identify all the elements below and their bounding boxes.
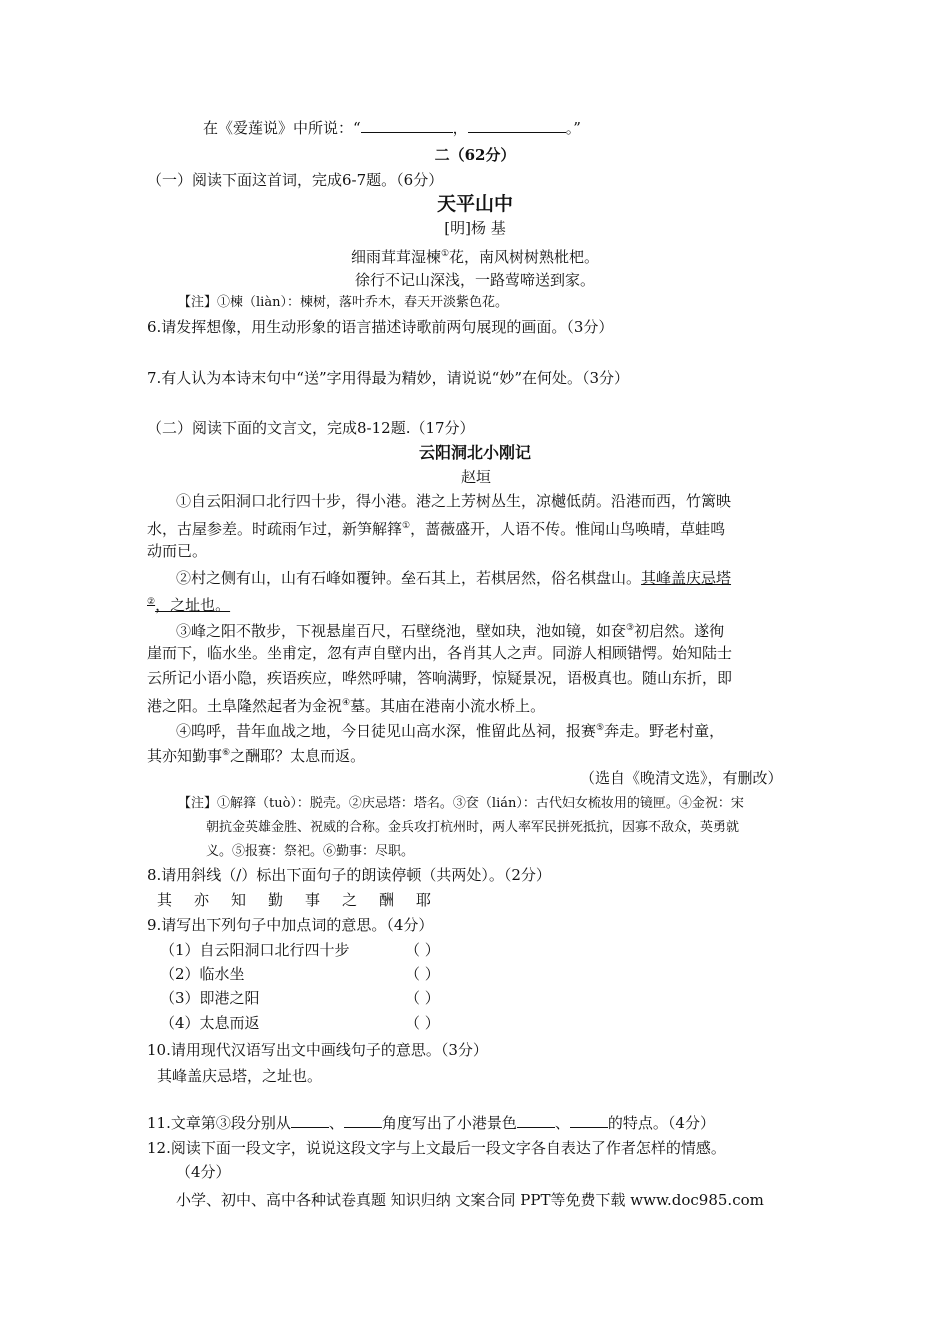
lotus-suffix: 。”: [565, 119, 581, 137]
essay-p3-line1-b: 初启然。遂徇: [634, 622, 725, 640]
essay-p2-line1-a: ②村之侧有山，山有石峰如覆钟。垒石其上，若棋居然，俗名棋盘山。: [176, 569, 642, 587]
q11-blank-2[interactable]: [344, 1113, 382, 1128]
poem-line-1-a: 细雨茸茸湿楝: [350, 248, 441, 266]
footnote-mark: ①: [440, 249, 450, 259]
question-12-line1: 12.阅读下面一段文字，说说这段文字与上文最后一段文字各自表达了作者怎样的情感。: [147, 1139, 726, 1157]
essay-p3-line2: 崖而下，临水坐。坐甫定，忽有声自壁内出，各肖其人之声。同游人相顾错愕。始知陆士: [147, 644, 733, 662]
q9-item-4-label: （4）太息而返: [160, 1014, 260, 1032]
essay-p4-line1-b: 奔走。野老村童，: [604, 722, 725, 740]
poem-line-1-b: 花，南风树树熟枇杷。: [449, 248, 600, 266]
essay-p3-line4-b: 墓。其庙在港南小流水桥上。: [350, 697, 546, 715]
footnote-mark: ②: [147, 597, 156, 607]
q9-item-2-answer[interactable]: （ ）: [405, 965, 440, 983]
essay-p3-line1: [176, 618, 724, 641]
part2-intro: （二）阅读下面的文言文，完成8-12题.（17分）: [147, 419, 475, 437]
essay-p3-line4-a: 港之阳。土阜隆然起者为金祝: [147, 697, 343, 715]
essay-p4-line1-a: ④呜呼，昔年血战之地，今日徒见山高水深，惟留此丛祠，报赛: [176, 722, 597, 740]
essay-p1-line2-a: 水，古屋参差。时疏雨乍过，新笋解箨: [147, 520, 403, 538]
q11-text-d: 、: [554, 1114, 570, 1132]
q9-item-3-answer[interactable]: （ ）: [405, 989, 440, 1007]
essay-title: 云阳洞北小刚记: [418, 443, 531, 462]
essay-p2-line1: [176, 568, 731, 588]
q11-text-a: 11.文章第③段分别从: [147, 1114, 291, 1132]
essay-source: （选自《晚清文选》，有删改）: [580, 769, 783, 787]
essay-p2-line2: [147, 592, 230, 615]
essay-p4-line1: [176, 718, 724, 741]
lotus-question-line: [203, 118, 581, 138]
essay-p3-line3: 云所记小语小隐，疾语疾应，哗然呼啸，答响满野，惊疑景况，语极真也。随山东折，即: [147, 669, 733, 687]
part1-intro: （一）阅读下面这首词，完成6-7题。（6分）: [147, 171, 444, 189]
q9-item-2-label: （2）临水坐: [160, 965, 245, 983]
essay-p4-line2-b: 之酬耶？太息而返。: [230, 747, 366, 765]
lotus-mid: ，: [452, 119, 468, 137]
q11-text-b: 、: [328, 1114, 344, 1132]
question-9: 9.请写出下列句子中加点词的意思。（4分）: [147, 916, 434, 934]
underlined-sentence-part2: ，之址也。: [155, 596, 231, 614]
essay-p1-line1: ①自云阳洞口北行四十步，得小港。港之上芳树丛生，凉樾低荫。沿港而西，竹篱映: [176, 492, 732, 510]
lotus-prefix: 在《爱莲说》中所说：“: [203, 119, 361, 137]
essay-note-line1: 【注】①解箨（tuò）：脱壳。②庆忌塔：塔名。③奁（lián）：古代妇女梳妆用的镜匣。④金祝：宋: [178, 796, 744, 811]
poem-author: [明]杨 基: [444, 219, 506, 237]
section-heading: 二（62分）: [434, 146, 516, 164]
question-7: 7.有人认为本诗末句中“送”字用得最为精妙，请说说“妙”在何处。（3分）: [147, 369, 630, 387]
q11-blank-1[interactable]: [291, 1113, 329, 1128]
q9-item-1-label: （1）自云阳洞口北行四十步: [160, 941, 350, 959]
q9-item-4-answer[interactable]: （ ）: [405, 1014, 440, 1032]
q11-text-c: 角度写出了小港景色: [381, 1114, 517, 1132]
q11-blank-3[interactable]: [517, 1113, 555, 1128]
question-12-line2: （4分）: [176, 1163, 231, 1181]
footnote-mark: ④: [342, 698, 351, 708]
underlined-sentence-part1: 其峰盖庆忌塔: [641, 569, 732, 587]
q9-item-1-answer[interactable]: （ ）: [405, 941, 440, 959]
footnote-mark: ①: [402, 521, 411, 531]
footer-advert: 小学、初中、高中各种试卷真题 知识归纳 文案合同 PPT等免费下载 www.doc985.com: [176, 1191, 764, 1209]
essay-p4-line2: [147, 743, 365, 766]
question-6: 6.请发挥想像，用生动形象的语言描述诗歌前两句展现的画面。（3分）: [147, 318, 614, 336]
essay-p3-line4: [147, 693, 545, 716]
poem-note: 【注】①楝（liàn）：楝树，落叶乔木，春天开淡紫色花。: [178, 295, 508, 310]
essay-author: 赵垣: [460, 468, 491, 486]
question-8-sentence: 其亦知勤事之酬耶: [157, 891, 454, 909]
essay-p1-line2: [147, 516, 725, 539]
footnote-mark: ⑤: [596, 723, 605, 733]
q11-blank-4[interactable]: [570, 1113, 608, 1128]
question-11: [147, 1113, 715, 1133]
answer-blank-1[interactable]: [361, 118, 453, 133]
poem-line-2: 徐行不记山深浅，一路莺啼送到家。: [354, 271, 595, 289]
poem-title: 天平山中: [436, 193, 513, 215]
essay-p4-line2-a: 其亦知勤事: [147, 747, 223, 765]
poem-line-1: [0, 244, 950, 267]
essay-p1-line3: 动而已。: [147, 542, 208, 560]
essay-p3-line1-a: ③峰之阳不散步，下视悬崖百尺，石壁绕池，壁如玦，池如镜，如奁: [176, 622, 627, 640]
question-10-sentence: 其峰盖庆忌塔，之址也。: [157, 1067, 323, 1085]
essay-p1-line2-b: ，蔷薇盛开，人语不传。惟闻山鸟唤晴，草蛙鸣: [410, 520, 726, 538]
answer-blank-2[interactable]: [468, 118, 566, 133]
essay-note-line3: 义。⑤报赛：祭祀。⑥勤事：尽职。: [206, 844, 415, 859]
question-10: 10.请用现代汉语写出文中画线句子的意思。（3分）: [147, 1041, 488, 1059]
q9-item-3-label: （3）即港之阳: [160, 989, 260, 1007]
q11-text-e: 的特点。（4分）: [607, 1114, 715, 1132]
essay-note-line2: 朝抗金英雄金胜、祝威的合称。金兵攻打杭州时，两人率军民拼死抵抗，因寡不敌众，英勇就: [206, 820, 740, 835]
footnote-mark: ③: [626, 623, 635, 633]
footnote-mark: ⑥: [222, 748, 231, 758]
question-8: 8.请用斜线（/）标出下面句子的朗读停顿（共两处）。（2分）: [147, 866, 551, 884]
